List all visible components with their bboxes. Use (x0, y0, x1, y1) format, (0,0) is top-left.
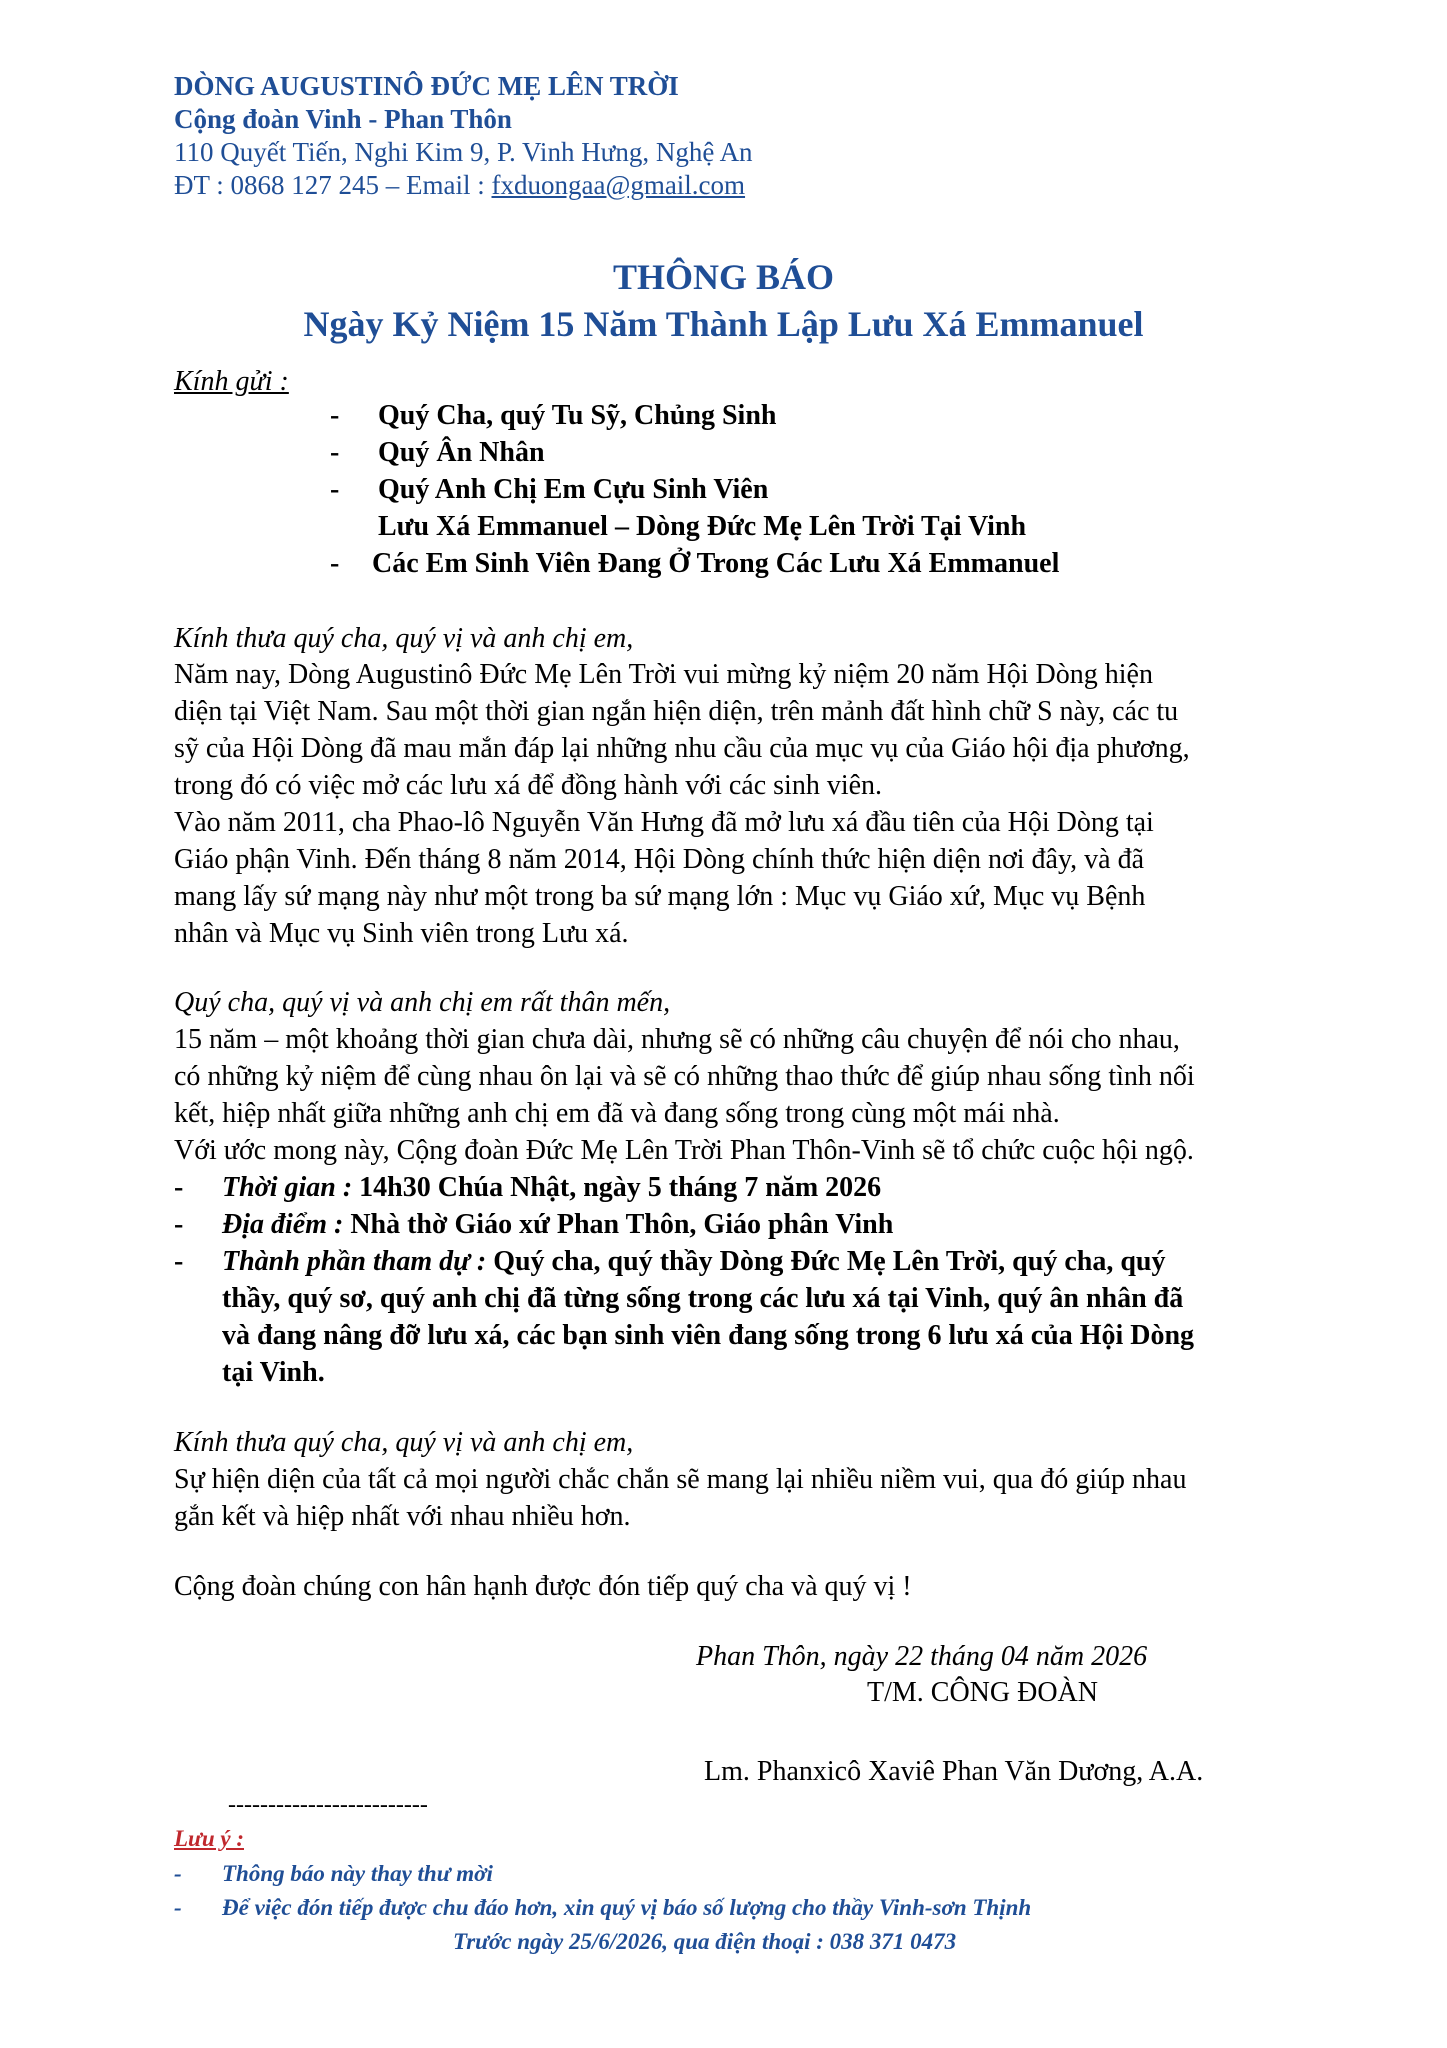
place-date: Phan Thôn, ngày 22 tháng 04 năm 2026 (696, 1641, 1148, 1672)
contact-line (174, 169, 745, 201)
note-continuation: Trước ngày 25/6/2026, qua điện thoại : 038 371 0473 (453, 1929, 957, 1954)
detail-continuation: thầy, quý sơ, quý anh chị đã từng sống trong các lưu xá tại Vinh, quý ân nhân đã (222, 1283, 1184, 1314)
paragraph-line: Năm nay, Dòng Augustinô Đức Mẹ Lên Trời vui mừng kỷ niệm 20 năm Hội Dòng hiện (174, 659, 1153, 690)
community-name: Cộng đoàn Vinh - Phan Thôn (174, 104, 512, 134)
detail-participants: - Thành phần tham dự : Quý cha, quý thầy Dòng Đức Mẹ Lên Trời, quý cha, quý (174, 1246, 1166, 1277)
signatory-name: Lm. Phanxicô Xaviê Phan Văn Dương, A.A. (704, 1756, 1204, 1787)
recipient-item-continuation: Lưu Xá Emmanuel – Dòng Đức Mẹ Lên Trời Tại Vinh (378, 511, 1027, 542)
paragraph-line: có những kỷ niệm để cùng nhau ôn lại và sẽ có những thao thức để giúp nhau sống tình nối (174, 1061, 1195, 1092)
note-item: - Để việc đón tiếp được chu đáo hơn, xin quý vị báo số lượng cho thầy Vinh-sơn Thịnh (174, 1895, 1032, 1920)
paragraph-line: Sự hiện diện của tất cả mọi người chắc chắn sẽ mang lại nhiều niềm vui, qua đó giúp nhau (174, 1464, 1187, 1495)
note-label: Lưu ý : (174, 1826, 244, 1851)
address: 110 Quyết Tiến, Nghi Kim 9, P. Vinh Hưng, Nghệ An (174, 137, 753, 167)
detail-place: - Địa điểm : Nhà thờ Giáo xứ Phan Thôn, Giáo phân Vinh (174, 1209, 894, 1240)
recipient-item: - Các Em Sinh Viên Đang Ở Trong Các Lưu Xá Emmanuel (330, 548, 1060, 579)
separator-line: ------------------------- (228, 1792, 428, 1818)
email-link[interactable]: fxduongaa@gmail.com (491, 170, 746, 200)
org-name: DÒNG AUGUSTINÔ ĐỨC MẸ LÊN TRỜI (174, 71, 679, 101)
paragraph-line: Vào năm 2011, cha Phao-lô Nguyễn Văn Hưng đã mở lưu xá đầu tiên của Hội Dòng tại (174, 807, 1154, 838)
detail-continuation: và đang nâng đỡ lưu xá, các bạn sinh viên đang sống trong 6 lưu xá của Hội Dòng (222, 1320, 1195, 1351)
greeting-1: Kính thưa quý cha, quý vị và anh chị em, (174, 623, 634, 654)
paragraph-line: kết, hiệp nhất giữa những anh chị em đã và đang sống trong cùng một mái nhà. (174, 1098, 1060, 1129)
document-title: THÔNG BÁO (612, 257, 835, 297)
paragraph-line: nhân và Mục vụ Sinh viên trong Lưu xá. (174, 918, 629, 949)
paragraph-line: Với ước mong này, Cộng đoàn Đức Mẹ Lên Trời Phan Thôn-Vinh sẽ tổ chức cuộc hội ngộ. (174, 1135, 1194, 1166)
closing-line: Cộng đoàn chúng con hân hạnh được đón tiếp quý cha và quý vị ! (174, 1571, 912, 1602)
paragraph-line: gắn kết và hiệp nhất với nhau nhiều hơn. (174, 1501, 631, 1532)
greeting-3: Kính thưa quý cha, quý vị và anh chị em, (174, 1427, 634, 1458)
greeting-2: Quý cha, quý vị và anh chị em rất thân mến, (174, 987, 671, 1018)
phone-text: ĐT : 0868 127 245 – Email : (174, 170, 492, 200)
paragraph-line: mang lấy sứ mạng này như một trong ba sứ mạng lớn : Mục vụ Giáo xứ, Mục vụ Bệnh (174, 881, 1146, 912)
paragraph-line: trong đó có việc mở các lưu xá để đồng hành với các sinh viên. (174, 770, 883, 801)
recipient-item: - Quý Ân Nhân (330, 437, 545, 468)
detail-continuation: tại Vinh. (222, 1357, 325, 1388)
recipient-item: - Quý Anh Chị Em Cựu Sinh Viên (330, 474, 769, 505)
note-item: - Thông báo này thay thư mời (174, 1861, 493, 1886)
document-subtitle: Ngày Kỷ Niệm 15 Năm Thành Lập Lưu Xá Emmanuel (303, 304, 1144, 344)
detail-time: - Thời gian : 14h30 Chúa Nhật, ngày 5 tháng 7 năm 2026 (174, 1172, 882, 1203)
recipient-item: - Quý Cha, quý Tu Sỹ, Chủng Sinh (330, 400, 777, 431)
paragraph-line: 15 năm – một khoảng thời gian chưa dài, nhưng sẽ có những câu chuyện để nói cho nhau, (174, 1024, 1180, 1055)
paragraph-line: Giáo phận Vinh. Đến tháng 8 năm 2014, Hội Dòng chính thức hiện diện nơi đây, và đã (174, 844, 1145, 875)
recipients-label: Kính gửi : (174, 366, 289, 397)
paragraph-line: diện tại Việt Nam. Sau một thời gian ngắn hiện diện, trên mảnh đất hình chữ S này, các tu (174, 696, 1179, 727)
paragraph-line: sỹ của Hội Dòng đã mau mắn đáp lại những nhu cầu của mục vụ của Giáo hội địa phương, (174, 733, 1190, 764)
on-behalf: T/M. CÔNG ĐOÀN (867, 1677, 1098, 1708)
